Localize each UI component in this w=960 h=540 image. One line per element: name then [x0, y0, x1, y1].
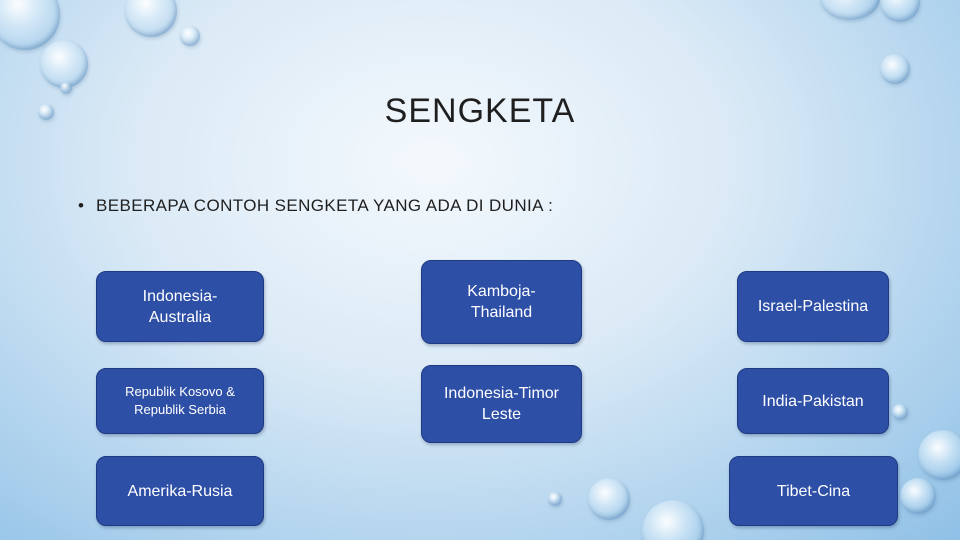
water-drop — [880, 0, 920, 22]
water-drop — [880, 54, 910, 84]
water-drop — [892, 404, 908, 420]
water-drop — [642, 500, 704, 540]
dispute-box-israel-palestina: Israel-Palestina — [737, 271, 889, 342]
dispute-box-amerika-rusia: Amerika-Rusia — [96, 456, 264, 526]
water-drop — [548, 492, 562, 506]
bullet-point — [78, 196, 553, 216]
bullet-marker: • — [78, 196, 85, 215]
dispute-box-tibet-cina: Tibet-Cina — [729, 456, 898, 526]
dispute-box-indonesia-australia: Indonesia-Australia — [96, 271, 264, 342]
dispute-box-india-pakistan: India-Pakistan — [737, 368, 889, 434]
bullet-text: BEBERAPA CONTOH SENGKETA YANG ADA DI DUNIA : — [96, 196, 554, 215]
water-drop — [40, 40, 88, 88]
water-drop — [918, 430, 960, 480]
water-drop — [588, 478, 630, 520]
water-drop — [180, 26, 200, 46]
water-drop — [125, 0, 177, 37]
dispute-box-indonesia-timor-leste: Indonesia-Timor Leste — [421, 365, 582, 443]
dispute-box-kosovo-serbia: Republik Kosovo & Republik Serbia — [96, 368, 264, 434]
dispute-box-kamboja-thailand: Kamboja-Thailand — [421, 260, 582, 344]
page-title: SENGKETA — [384, 92, 576, 130]
water-drop — [820, 0, 880, 20]
water-drop — [900, 478, 936, 514]
